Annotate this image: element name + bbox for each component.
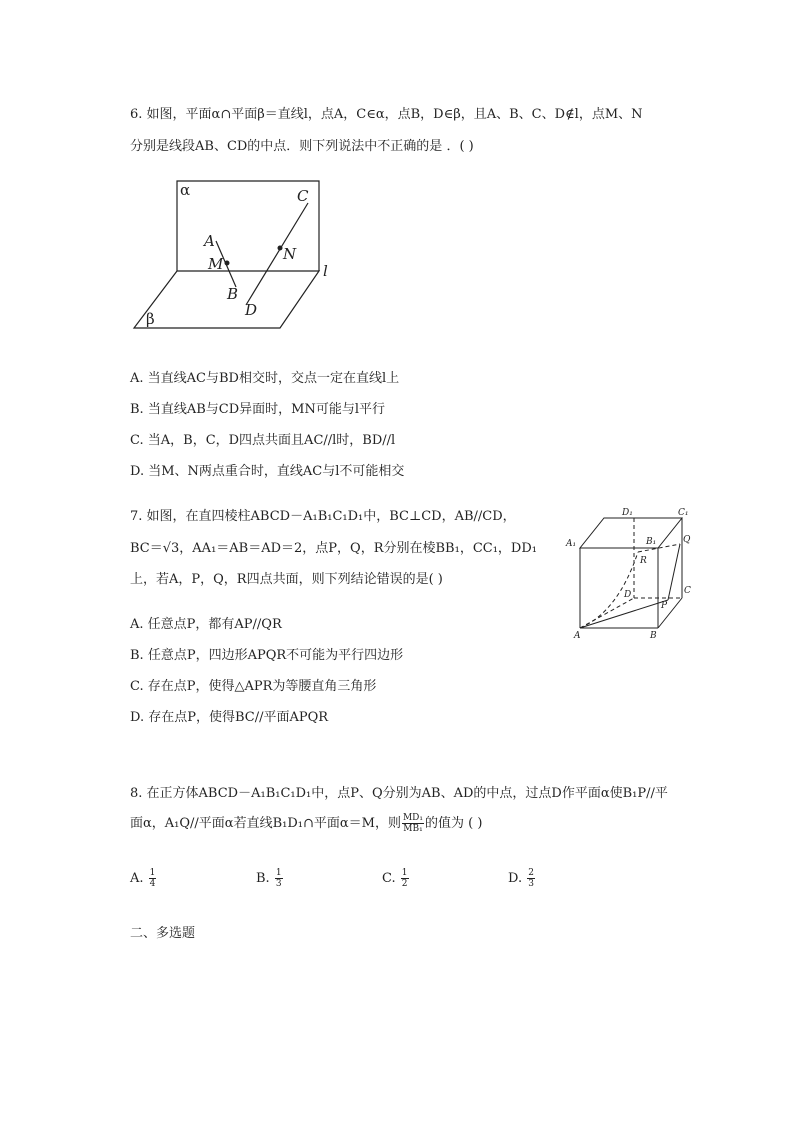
q8-option-a-num: 1 <box>149 868 156 878</box>
q8-option-a-den: 4 <box>149 879 156 889</box>
q8-option-d <box>508 868 536 889</box>
q6-option-d: D. 当M、N两点重合时，直线AC与l不可能相交 <box>130 464 405 479</box>
label-m: M <box>208 255 224 273</box>
segment-cd <box>246 203 308 305</box>
q7-figure <box>560 502 700 642</box>
q8-stem-line1: 8. 在正方体ABCD－A₁B₁C₁D₁中，点P、Q分别为AB、AD的中点，过点D作平面α使B₁P//平 <box>130 786 668 801</box>
q8-option-a-label: A. <box>130 871 144 886</box>
label-c: C <box>684 586 691 596</box>
label-d1: D₁ <box>622 508 633 518</box>
label-c: C <box>297 187 309 205</box>
q6-stem-line1: 6. 如图，平面α∩平面β＝直线l，点A，C∈α，点B，D∈β，且A、B、C、D∉l，点M、N <box>130 107 643 122</box>
q8-stem-line2 <box>130 812 482 834</box>
label-r: R <box>640 556 647 566</box>
label-b1: B₁ <box>646 537 657 547</box>
q7-stem-line3: 上，若A，P，Q，R四点共面，则下列结论错误的是( ) <box>130 572 443 587</box>
q8-stem-line2-post: 的值为 ( ) <box>425 816 483 831</box>
q6-option-c: C. 当A，B，C，D四点共面且AC//l时，BD//l <box>130 433 396 448</box>
q8-ratio-fraction <box>402 813 424 834</box>
label-alpha: α <box>180 181 191 199</box>
q8-option-d-den: 3 <box>528 879 534 889</box>
q7-stem-line2: BC＝√3，AA₁＝AB＝AD＝2，点P，Q，R分别在棱BB₁，CC₁，DD₁ <box>130 541 537 556</box>
q8-option-c <box>382 868 410 889</box>
q7-option-d: D. 存在点P，使得BC//平面APQR <box>130 710 329 725</box>
q8-stem-line2-pre: 面α，A₁Q//平面α若直线B₁D₁∩平面α＝M，则 <box>130 816 401 831</box>
q8-option-d-num: 2 <box>528 868 534 878</box>
q8-option-b-den: 3 <box>275 879 282 889</box>
q6-stem-line2: 分别是线段AB、CD的中点．则下列说法中不正确的是 ．( ) <box>130 139 474 154</box>
label-d: D <box>245 301 258 319</box>
label-q: Q <box>683 535 691 545</box>
label-beta: β <box>146 310 155 328</box>
label-b: B <box>227 285 239 303</box>
q8-option-a <box>130 868 157 889</box>
label-c1: C₁ <box>678 508 689 518</box>
point-n <box>278 246 283 251</box>
label-a1: A₁ <box>566 539 577 549</box>
label-n: N <box>283 245 297 263</box>
q8-option-b <box>256 868 284 889</box>
q8-ratio-numerator: MD₁ <box>402 813 424 823</box>
label-l: l <box>323 262 328 280</box>
q7-option-c: C. 存在点P，使得△APR为等腰直角三角形 <box>130 679 377 694</box>
q7-option-b: B. 任意点P，四边形APQR不可能为平行四边形 <box>130 648 404 663</box>
q8-option-c-den: 2 <box>401 879 408 889</box>
q8-option-c-label: C. <box>382 871 396 886</box>
q6-option-b: B. 当直线AB与CD异面时，MN可能与l平行 <box>130 402 385 417</box>
section-heading: 二、多选题 <box>130 926 196 941</box>
q6-figure <box>130 175 350 335</box>
q8-option-d-label: D. <box>508 871 523 886</box>
q8-option-b-num: 1 <box>275 868 282 878</box>
q8-option-b-label: B. <box>256 871 270 886</box>
q8-option-c-num: 1 <box>401 868 408 878</box>
label-b: B <box>650 631 657 641</box>
q8-ratio-denominator: MB₁ <box>403 824 423 834</box>
q7-stem-line1: 7. 如图，在直四棱柱ABCD－A₁B₁C₁D₁中，BC⊥CD，AB//CD， <box>130 509 516 524</box>
label-p: P <box>661 601 668 611</box>
label-d: D <box>624 590 632 600</box>
top-face <box>580 518 682 548</box>
q6-option-a: A. 当直线AC与BD相交时，交点一定在直线l上 <box>130 371 400 386</box>
label-a: A <box>204 232 215 250</box>
point-m <box>225 261 230 266</box>
label-a: A <box>574 631 581 641</box>
q7-option-a: A. 任意点P，都有AP//QR <box>130 617 282 632</box>
